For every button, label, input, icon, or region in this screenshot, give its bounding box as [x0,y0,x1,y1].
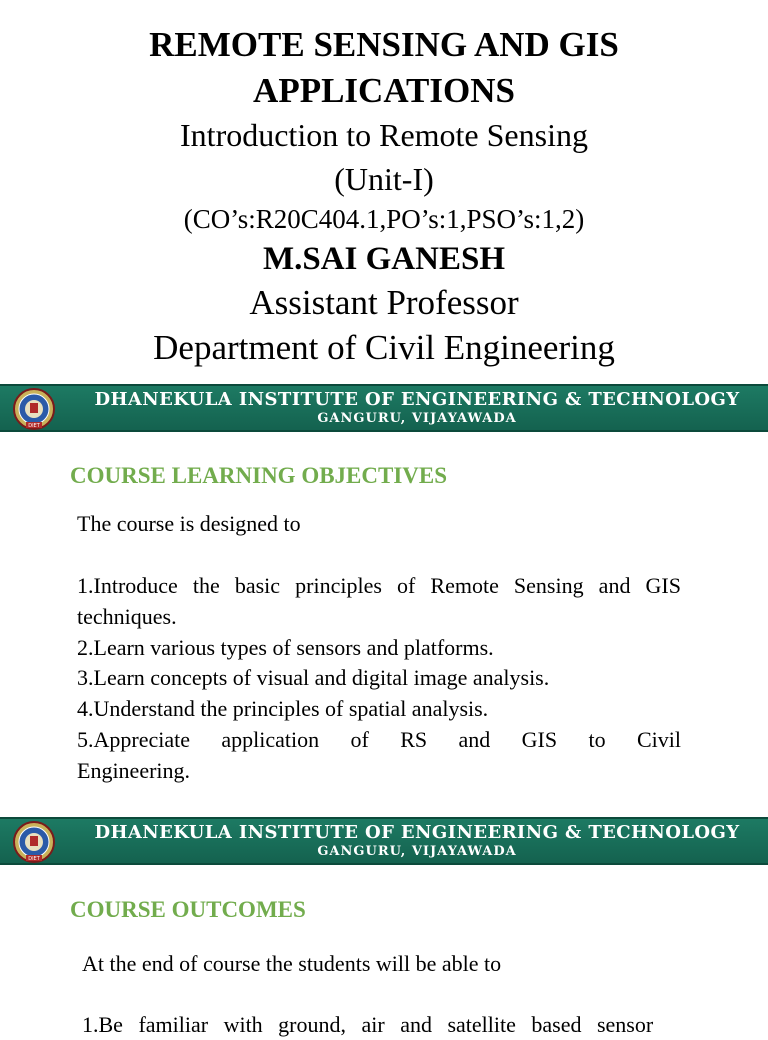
objective-item: 2.Learn various types of sensors and platforms. [77,635,494,660]
outcome-item: 1.Be familiar with ground, air and satellite based sensor [82,1012,654,1037]
objective-item: 4.Understand the principles of spatial analysis. [77,696,489,721]
author-designation: Assistant Professor [249,283,519,322]
institute-banner [0,817,768,865]
course-title-line2: APPLICATIONS [253,71,515,110]
institute-location: GANGURU, VIJAYAWADA [317,844,517,859]
logo-text: DIET [28,856,40,862]
objectives-intro: The course is designed to [77,511,301,536]
institute-logo [6,821,62,863]
objectives-heading: COURSE LEARNING OBJECTIVES [70,463,448,488]
outcomes-intro: At the end of course the students will be able to [82,951,502,976]
outcome-codes: (CO’s:R20C404.1,PO’s:1,PSO’s:1,2) [183,204,585,234]
institute-name: DHANEKULA INSTITUTE OF ENGINEERING & TECHNOLOGY [94,389,740,410]
objective-item: 3.Learn concepts of visual and digital image analysis. [77,665,550,690]
institute-logo [6,388,62,430]
objective-item: 1.Introduce the basic principles of Remote Sensing and GIS techniques. [77,573,681,629]
institute-location: GANGURU, VIJAYAWADA [317,411,517,426]
course-subtitle: Introduction to Remote Sensing [180,117,588,153]
objective-item: 5.Appreciate application of RS and GIS to Civil Engineering. [77,727,681,783]
logo-text: DIET [28,423,40,429]
course-title-line1: REMOTE SENSING AND GIS [149,25,619,64]
institute-banner [0,384,768,432]
department-name: Department of Civil Engineering [153,328,615,367]
outcomes-heading: COURSE OUTCOMES [70,897,306,922]
unit-label: (Unit-I) [334,161,434,197]
institute-name: DHANEKULA INSTITUTE OF ENGINEERING & TECHNOLOGY [94,822,740,843]
author-name: M.SAI GANESH [262,241,506,277]
